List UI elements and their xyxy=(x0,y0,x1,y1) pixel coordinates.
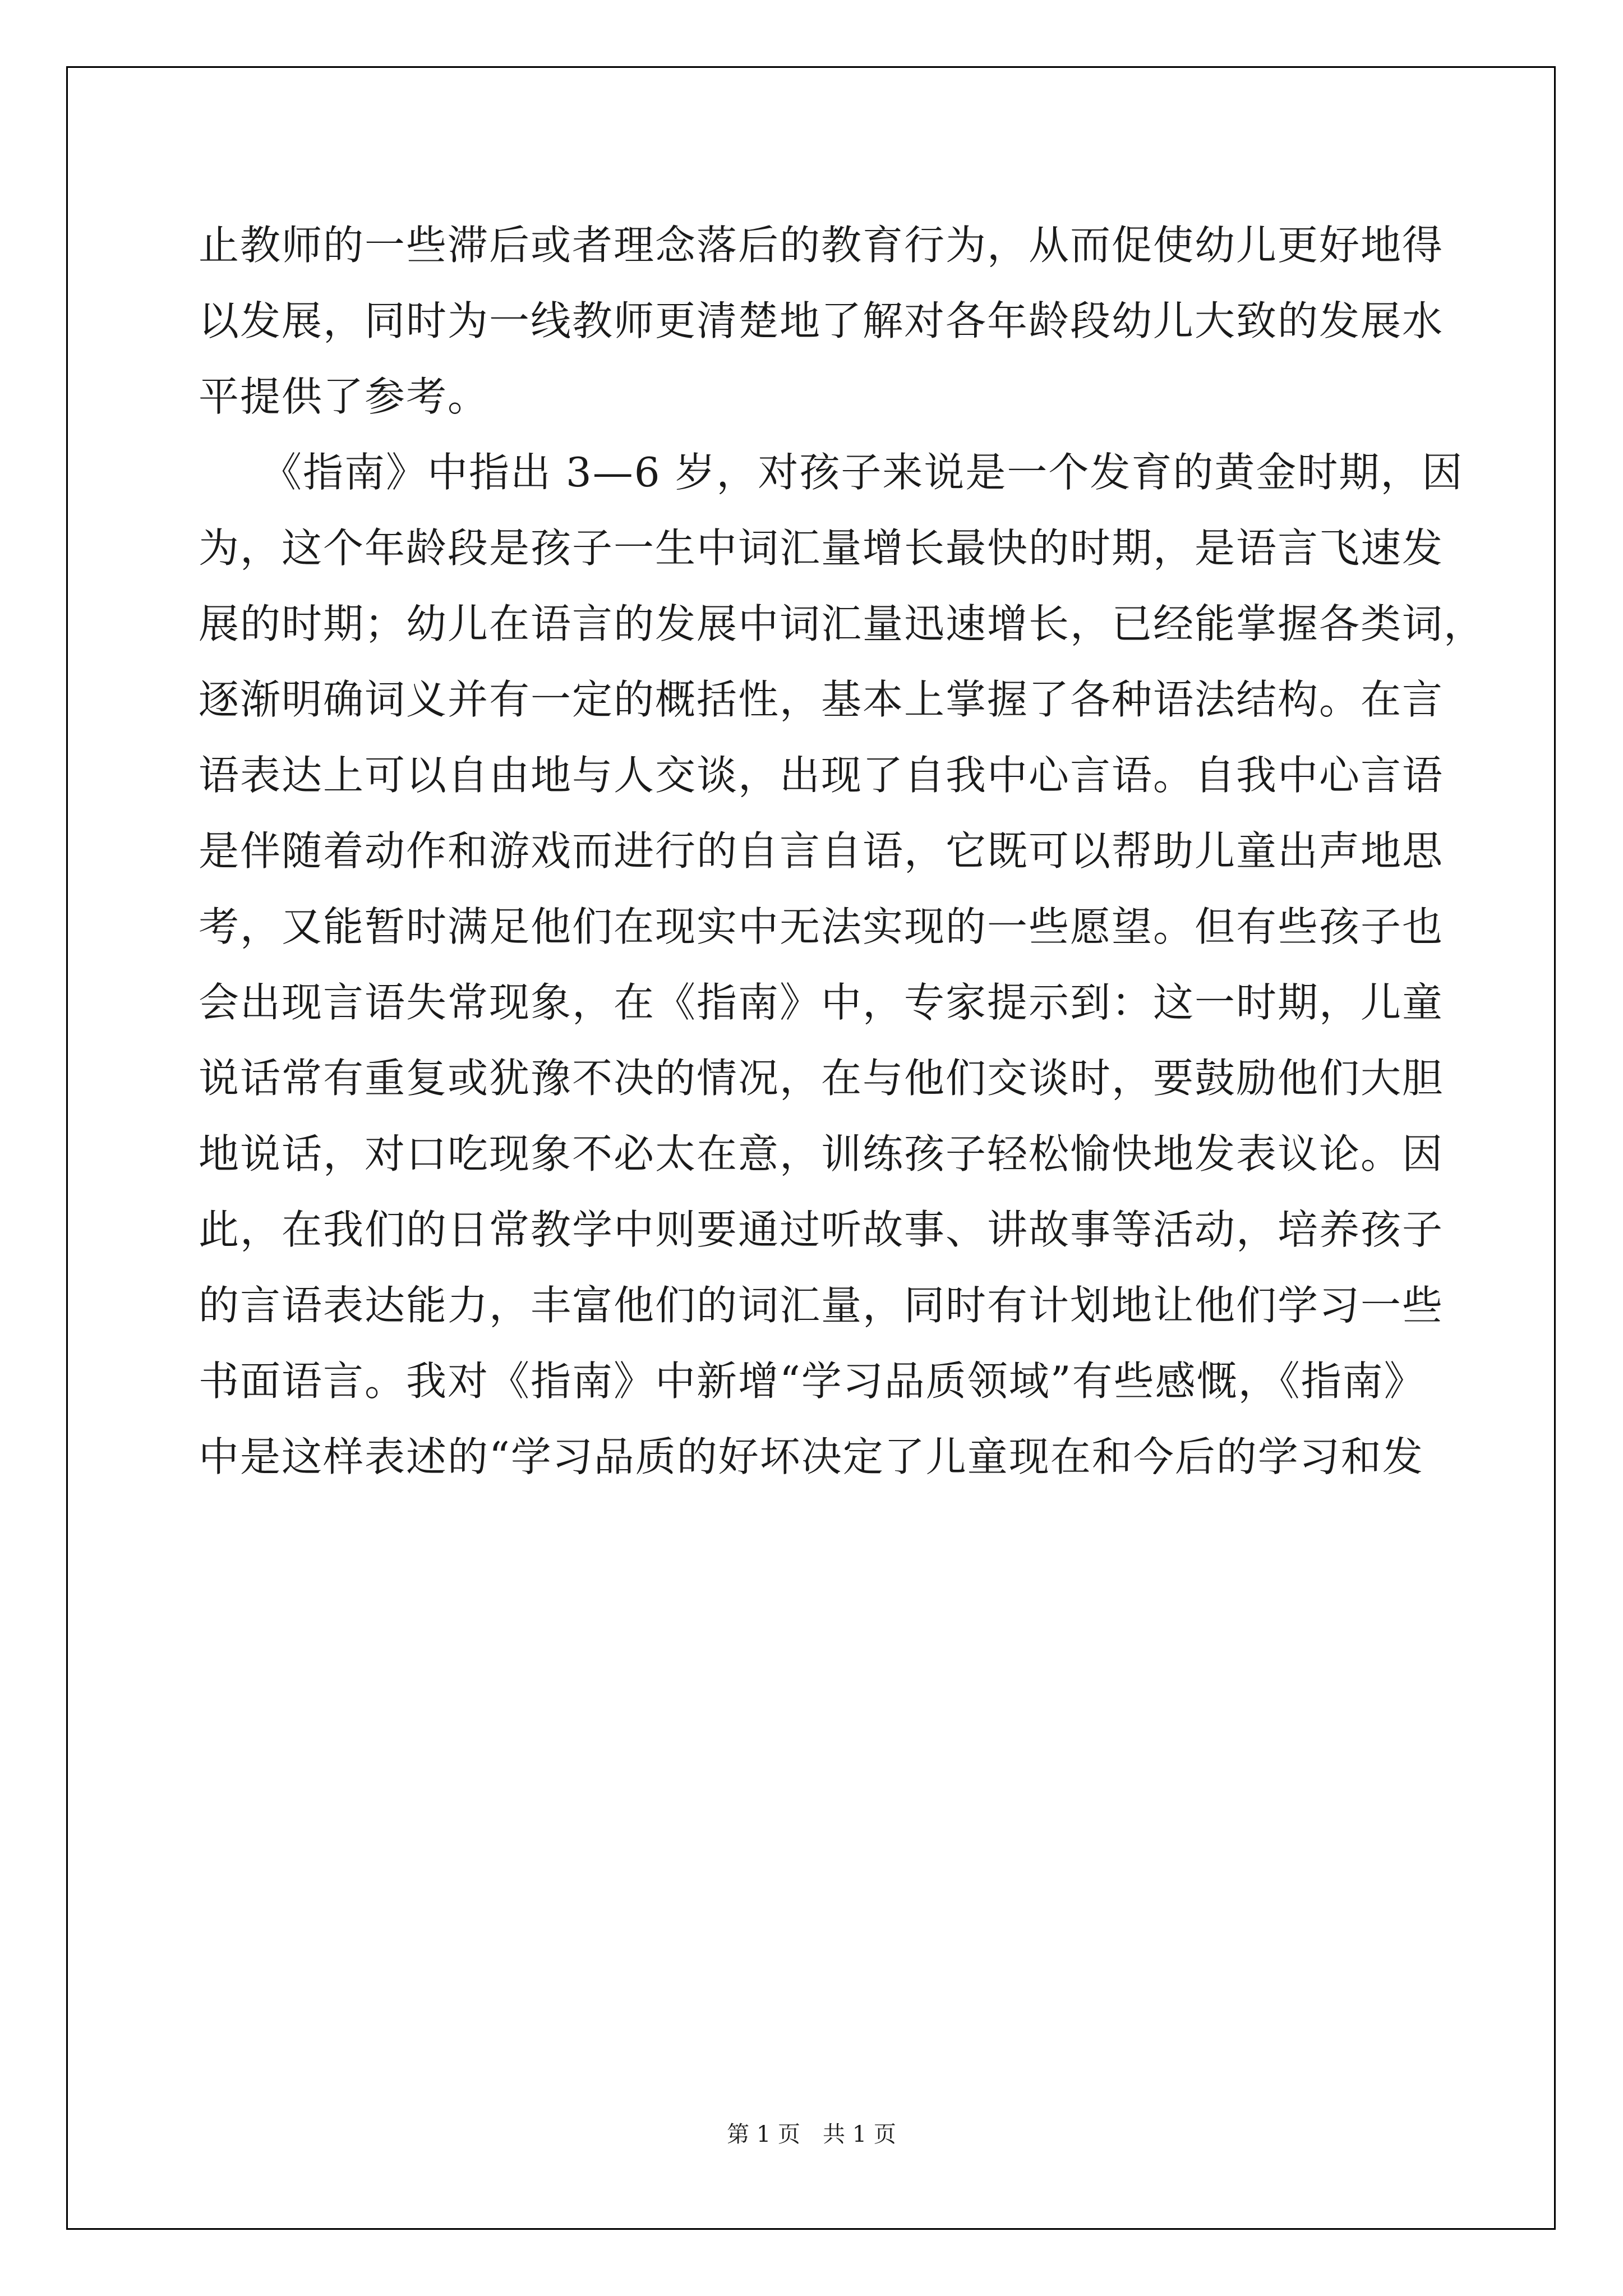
text-line: 书面语言。我对《指南》中新增“学习品质领域”有些感慨，《指南》 xyxy=(199,1358,1426,1405)
text-line: 平提供了参考。 xyxy=(199,373,490,420)
page-footer xyxy=(0,2120,1623,2148)
text-line: 为，这个年龄段是孩子一生中词汇量增长最快的时期，是语言飞速发 xyxy=(199,524,1444,572)
text-line: 的言语表达能力，丰富他们的词汇量，同时有计划地让他们学习一些 xyxy=(199,1282,1444,1329)
text-line: 以发展，同时为一线教师更清楚地了解对各年龄段幼儿大致的发展水 xyxy=(199,297,1444,344)
text-line: 说话常有重复或犹豫不决的情况，在与他们交谈时，要鼓励他们大胆 xyxy=(199,1055,1444,1102)
document-body xyxy=(199,208,1486,1495)
text-line: 语表达上可以自由地与人交谈，出现了自我中心言语。自我中心言语 xyxy=(199,752,1444,799)
text-line: 地说话，对口吃现象不必太在意，训练孩子轻松愉快地发表议论。因 xyxy=(199,1130,1444,1177)
text-line: 中是这样表述的“学习品质的好坏决定了儿童现在和今后的学习和发 xyxy=(199,1433,1424,1480)
text-line: 考，又能暂时满足他们在现实中无法实现的一些愿望。但有些孩子也 xyxy=(199,903,1444,950)
text-line: 《指南》中指出 3—6 岁，对孩子来说是一个发育的黄金时期，因 xyxy=(199,449,1464,496)
text-line: 展的时期；幼儿在语言的发展中词汇量迅速增长，已经能掌握各类词， xyxy=(199,600,1486,647)
text-line: 会出现言语失常现象，在《指南》中，专家提示到：这一时期，儿童 xyxy=(199,979,1444,1026)
text-line: 此，在我们的日常教学中则要通过听故事、讲故事等活动，培养孩子 xyxy=(199,1206,1444,1253)
text-line: 逐渐明确词义并有一定的概括性，基本上掌握了各种语法结构。在言 xyxy=(199,676,1444,723)
text-line: 是伴随着动作和游戏而进行的自言自语，它既可以帮助儿童出声地思 xyxy=(199,827,1444,875)
page-number: 第 1 页 xyxy=(727,2122,800,2147)
page-total: 共 1 页 xyxy=(823,2122,896,2147)
text-line: 止教师的一些滞后或者理念落后的教育行为，从而促使幼儿更好地得 xyxy=(199,222,1444,269)
